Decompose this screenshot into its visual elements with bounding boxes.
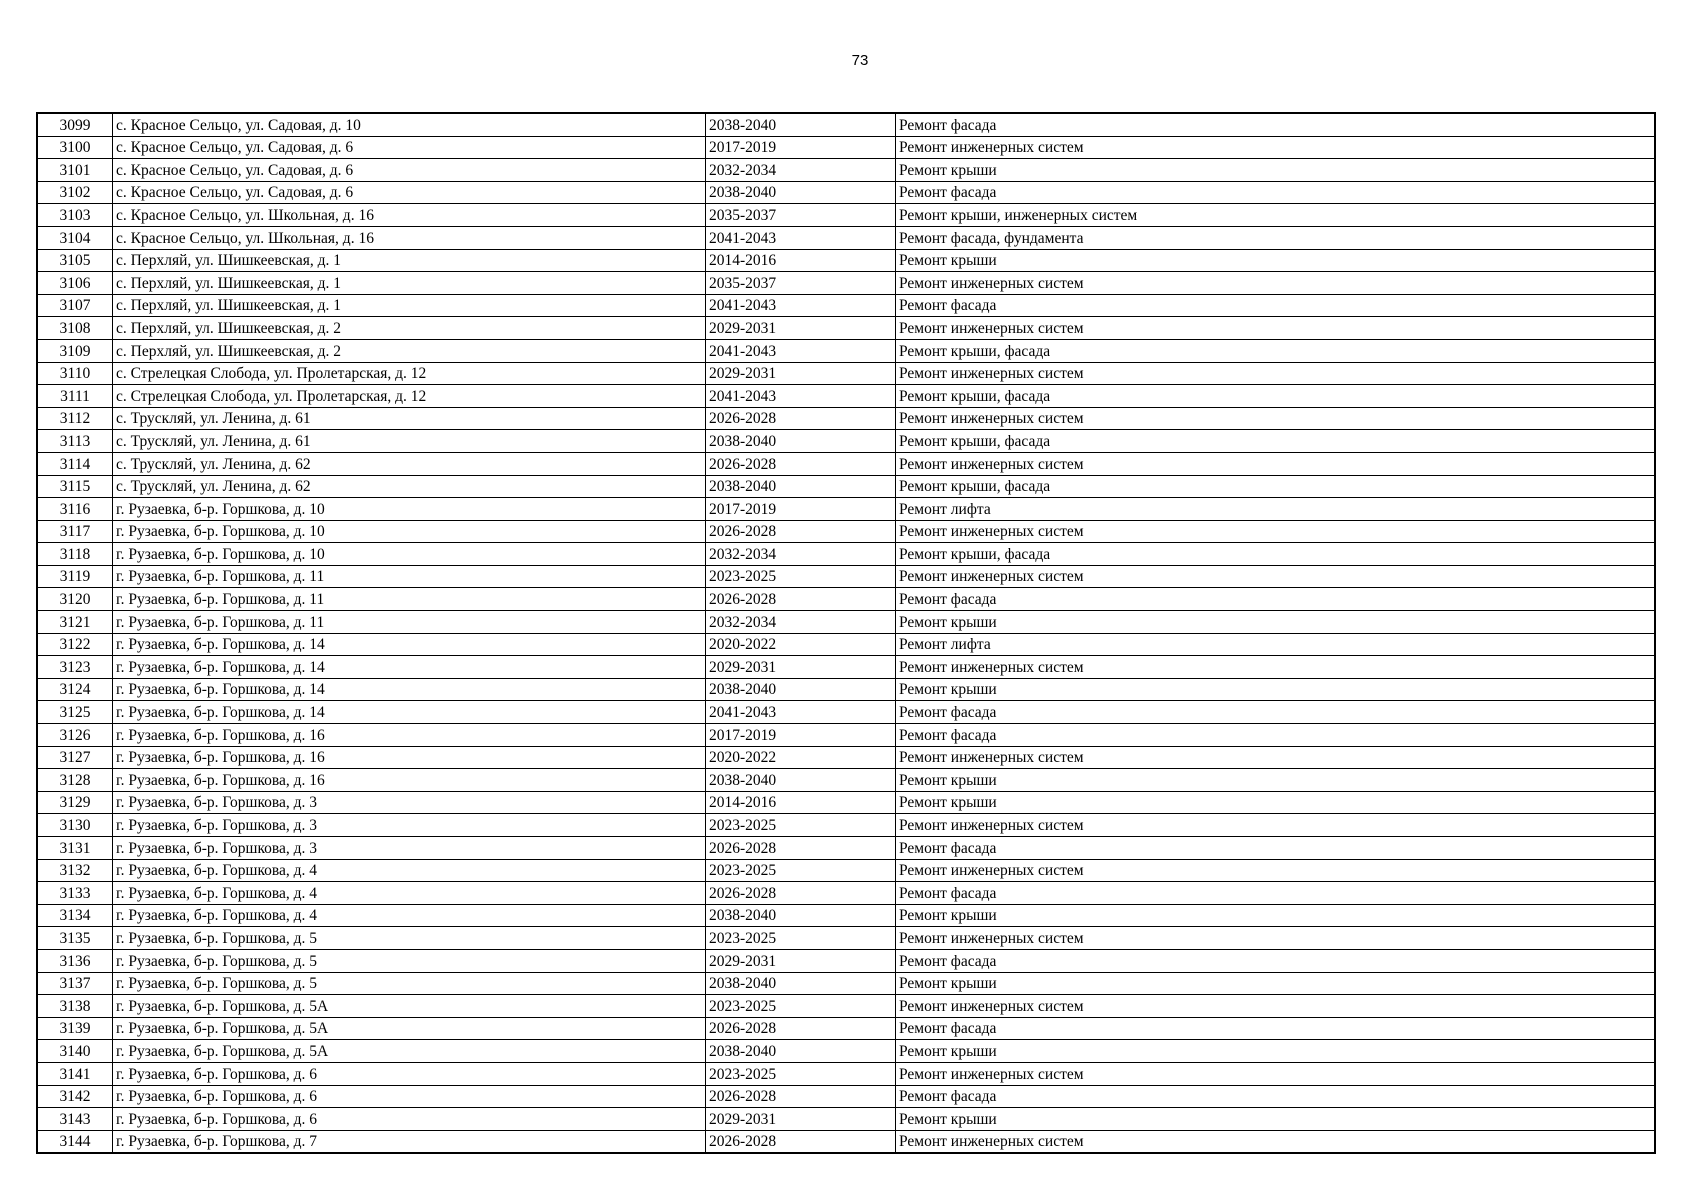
table-row [37,995,1655,1018]
work-type-cell: Ремонт фасада [896,1085,1656,1108]
period-cell: 2029-2031 [706,317,896,340]
row-number-cell: 3106 [37,272,113,295]
row-number-cell: 3136 [37,949,113,972]
row-number-cell: 3126 [37,724,113,747]
period-cell: 2026-2028 [706,1017,896,1040]
address-cell: г. Рузаевка, б-р. Горшкова, д. 6 [113,1108,706,1131]
address-cell: г. Рузаевка, б-р. Горшкова, д. 5 [113,927,706,950]
work-type-cell: Ремонт инженерных систем [896,995,1656,1018]
work-type-cell: Ремонт фасада [896,113,1656,136]
address-cell: с. Стрелецкая Слобода, ул. Пролетарская, д. 12 [113,385,706,408]
address-cell: г. Рузаевка, б-р. Горшкова, д. 4 [113,859,706,882]
period-cell: 2014-2016 [706,791,896,814]
period-cell: 2038-2040 [706,1040,896,1063]
period-cell: 2014-2016 [706,249,896,272]
period-cell: 2038-2040 [706,113,896,136]
table-row [37,949,1655,972]
work-type-cell: Ремонт фасада, фундамента [896,226,1656,249]
work-type-cell: Ремонт лифта [896,633,1656,656]
address-cell: г. Рузаевка, б-р. Горшкова, д. 16 [113,769,706,792]
address-cell: с. Красное Сельцо, ул. Школьная, д. 16 [113,226,706,249]
work-type-cell: Ремонт инженерных систем [896,520,1656,543]
period-cell: 2026-2028 [706,1085,896,1108]
address-cell: г. Рузаевка, б-р. Горшкова, д. 11 [113,611,706,634]
period-cell: 2029-2031 [706,1108,896,1131]
table-row [37,498,1655,521]
period-cell: 2026-2028 [706,407,896,430]
work-type-cell: Ремонт крыши [896,611,1656,634]
table-row [37,339,1655,362]
table-row [37,859,1655,882]
period-cell: 2041-2043 [706,339,896,362]
work-type-cell: Ремонт крыши [896,159,1656,182]
period-cell: 2041-2043 [706,701,896,724]
table-row [37,1108,1655,1131]
period-cell: 2023-2025 [706,1062,896,1085]
work-type-cell: Ремонт крыши [896,678,1656,701]
table-row [37,814,1655,837]
table-row [37,362,1655,385]
table-row [37,791,1655,814]
work-type-cell: Ремонт крыши, фасада [896,385,1656,408]
address-cell: г. Рузаевка, б-р. Горшкова, д. 14 [113,678,706,701]
row-number-cell: 3109 [37,339,113,362]
work-type-cell: Ремонт лифта [896,498,1656,521]
table-row [37,611,1655,634]
work-type-cell: Ремонт крыши [896,791,1656,814]
row-number-cell: 3105 [37,249,113,272]
row-number-cell: 3144 [37,1130,113,1153]
table-row [37,272,1655,295]
period-cell: 2023-2025 [706,927,896,950]
work-type-cell: Ремонт инженерных систем [896,407,1656,430]
work-type-cell: Ремонт инженерных систем [896,1062,1656,1085]
table-row [37,633,1655,656]
row-number-cell: 3100 [37,136,113,159]
work-type-cell: Ремонт фасада [896,588,1656,611]
row-number-cell: 3110 [37,362,113,385]
period-cell: 2038-2040 [706,678,896,701]
row-number-cell: 3117 [37,520,113,543]
row-number-cell: 3099 [37,113,113,136]
row-number-cell: 3104 [37,226,113,249]
row-number-cell: 3116 [37,498,113,521]
period-cell: 2041-2043 [706,385,896,408]
period-cell: 2017-2019 [706,136,896,159]
table-row [37,475,1655,498]
period-cell: 2029-2031 [706,656,896,679]
address-cell: г. Рузаевка, б-р. Горшкова, д. 5А [113,1040,706,1063]
address-cell: г. Рузаевка, б-р. Горшкова, д. 4 [113,882,706,905]
address-cell: г. Рузаевка, б-р. Горшкова, д. 6 [113,1062,706,1085]
work-type-cell: Ремонт крыши, фасада [896,475,1656,498]
address-cell: с. Перхляй, ул. Шишкеевская, д. 1 [113,294,706,317]
work-type-cell: Ремонт фасада [896,1017,1656,1040]
address-cell: г. Рузаевка, б-р. Горшкова, д. 10 [113,498,706,521]
address-cell: с. Перхляй, ул. Шишкеевская, д. 1 [113,272,706,295]
row-number-cell: 3121 [37,611,113,634]
period-cell: 2038-2040 [706,181,896,204]
work-type-cell: Ремонт фасада [896,949,1656,972]
row-number-cell: 3138 [37,995,113,1018]
table-row [37,927,1655,950]
row-number-cell: 3132 [37,859,113,882]
address-cell: с. Перхляй, ул. Шишкеевская, д. 2 [113,317,706,340]
row-number-cell: 3137 [37,972,113,995]
period-cell: 2032-2034 [706,543,896,566]
work-type-cell: Ремонт крыши, фасада [896,430,1656,453]
work-type-cell: Ремонт инженерных систем [896,746,1656,769]
table-row [37,317,1655,340]
table-row [37,249,1655,272]
work-type-cell: Ремонт крыши [896,904,1656,927]
work-type-cell: Ремонт крыши [896,1108,1656,1131]
repair-schedule-table [36,112,1656,1154]
address-cell: с. Красное Сельцо, ул. Школьная, д. 16 [113,204,706,227]
work-type-cell: Ремонт инженерных систем [896,272,1656,295]
row-number-cell: 3130 [37,814,113,837]
row-number-cell: 3115 [37,475,113,498]
row-number-cell: 3120 [37,588,113,611]
table-row [37,520,1655,543]
table-row [37,1040,1655,1063]
work-type-cell: Ремонт фасада [896,701,1656,724]
address-cell: г. Рузаевка, б-р. Горшкова, д. 11 [113,565,706,588]
address-cell: с. Стрелецкая Слобода, ул. Пролетарская, д. 12 [113,362,706,385]
row-number-cell: 3102 [37,181,113,204]
address-cell: г. Рузаевка, б-р. Горшкова, д. 3 [113,837,706,860]
address-cell: с. Перхляй, ул. Шишкеевская, д. 1 [113,249,706,272]
work-type-cell: Ремонт инженерных систем [896,362,1656,385]
row-number-cell: 3131 [37,837,113,860]
address-cell: г. Рузаевка, б-р. Горшкова, д. 16 [113,746,706,769]
row-number-cell: 3112 [37,407,113,430]
work-type-cell: Ремонт крыши [896,769,1656,792]
address-cell: г. Рузаевка, б-р. Горшкова, д. 11 [113,588,706,611]
work-type-cell: Ремонт фасада [896,837,1656,860]
period-cell: 2026-2028 [706,520,896,543]
table-row [37,656,1655,679]
row-number-cell: 3113 [37,430,113,453]
address-cell: г. Рузаевка, б-р. Горшкова, д. 5 [113,949,706,972]
row-number-cell: 3140 [37,1040,113,1063]
period-cell: 2026-2028 [706,452,896,475]
work-type-cell: Ремонт инженерных систем [896,136,1656,159]
table-row [37,294,1655,317]
period-cell: 2038-2040 [706,430,896,453]
period-cell: 2029-2031 [706,362,896,385]
work-type-cell: Ремонт инженерных систем [896,317,1656,340]
table-row [37,724,1655,747]
address-cell: г. Рузаевка, б-р. Горшкова, д. 5 [113,972,706,995]
period-cell: 2026-2028 [706,1130,896,1153]
work-type-cell: Ремонт крыши, фасада [896,339,1656,362]
table-row [37,226,1655,249]
period-cell: 2041-2043 [706,226,896,249]
row-number-cell: 3122 [37,633,113,656]
table-row [37,1130,1655,1153]
table-row [37,769,1655,792]
table-row [37,204,1655,227]
address-cell: с. Красное Сельцо, ул. Садовая, д. 6 [113,181,706,204]
row-number-cell: 3111 [37,385,113,408]
period-cell: 2038-2040 [706,904,896,927]
table-row [37,746,1655,769]
row-number-cell: 3133 [37,882,113,905]
address-cell: г. Рузаевка, б-р. Горшкова, д. 14 [113,633,706,656]
table-row [37,159,1655,182]
table-row [37,430,1655,453]
row-number-cell: 3134 [37,904,113,927]
work-type-cell: Ремонт фасада [896,724,1656,747]
address-cell: г. Рузаевка, б-р. Горшкова, д. 4 [113,904,706,927]
work-type-cell: Ремонт крыши [896,972,1656,995]
period-cell: 2032-2034 [706,611,896,634]
work-type-cell: Ремонт крыши [896,1040,1656,1063]
table-row [37,452,1655,475]
table-row [37,136,1655,159]
row-number-cell: 3118 [37,543,113,566]
row-number-cell: 3125 [37,701,113,724]
address-cell: г. Рузаевка, б-р. Горшкова, д. 6 [113,1085,706,1108]
work-type-cell: Ремонт фасада [896,882,1656,905]
period-cell: 2038-2040 [706,769,896,792]
address-cell: г. Рузаевка, б-р. Горшкова, д. 14 [113,701,706,724]
period-cell: 2041-2043 [706,294,896,317]
period-cell: 2038-2040 [706,475,896,498]
work-type-cell: Ремонт крыши, фасада [896,543,1656,566]
row-number-cell: 3141 [37,1062,113,1085]
table-row [37,972,1655,995]
period-cell: 2020-2022 [706,746,896,769]
row-number-cell: 3101 [37,159,113,182]
work-type-cell: Ремонт фасада [896,294,1656,317]
period-cell: 2023-2025 [706,859,896,882]
address-cell: г. Рузаевка, б-р. Горшкова, д. 5А [113,995,706,1018]
address-cell: г. Рузаевка, б-р. Горшкова, д. 16 [113,724,706,747]
work-type-cell: Ремонт крыши [896,249,1656,272]
address-cell: с. Красное Сельцо, ул. Садовая, д. 6 [113,136,706,159]
period-cell: 2017-2019 [706,498,896,521]
work-type-cell: Ремонт инженерных систем [896,656,1656,679]
address-cell: г. Рузаевка, б-р. Горшкова, д. 7 [113,1130,706,1153]
period-cell: 2017-2019 [706,724,896,747]
address-cell: с. Трускляй, ул. Ленина, д. 62 [113,475,706,498]
period-cell: 2029-2031 [706,949,896,972]
table-row [37,407,1655,430]
period-cell: 2035-2037 [706,272,896,295]
address-cell: с. Перхляй, ул. Шишкеевская, д. 2 [113,339,706,362]
page-number: 73 [851,52,869,69]
table-row [37,701,1655,724]
address-cell: с. Красное Сельцо, ул. Садовая, д. 6 [113,159,706,182]
row-number-cell: 3142 [37,1085,113,1108]
period-cell: 2023-2025 [706,814,896,837]
address-cell: г. Рузаевка, б-р. Горшкова, д. 5А [113,1017,706,1040]
address-cell: с. Трускляй, ул. Ленина, д. 62 [113,452,706,475]
row-number-cell: 3129 [37,791,113,814]
work-type-cell: Ремонт инженерных систем [896,452,1656,475]
table-row [37,904,1655,927]
work-type-cell: Ремонт крыши, инженерных систем [896,204,1656,227]
row-number-cell: 3135 [37,927,113,950]
row-number-cell: 3108 [37,317,113,340]
address-cell: с. Красное Сельцо, ул. Садовая, д. 10 [113,113,706,136]
table-row [37,181,1655,204]
row-number-cell: 3139 [37,1017,113,1040]
row-number-cell: 3124 [37,678,113,701]
work-type-cell: Ремонт фасада [896,181,1656,204]
address-cell: г. Рузаевка, б-р. Горшкова, д. 3 [113,791,706,814]
work-type-cell: Ремонт инженерных систем [896,814,1656,837]
work-type-cell: Ремонт инженерных систем [896,1130,1656,1153]
table-row [37,882,1655,905]
period-cell: 2026-2028 [706,837,896,860]
period-cell: 2023-2025 [706,995,896,1018]
row-number-cell: 3128 [37,769,113,792]
row-number-cell: 3143 [37,1108,113,1131]
period-cell: 2035-2037 [706,204,896,227]
table-row [37,678,1655,701]
table-row [37,837,1655,860]
table-row [37,385,1655,408]
row-number-cell: 3119 [37,565,113,588]
row-number-cell: 3127 [37,746,113,769]
table-row [37,588,1655,611]
period-cell: 2026-2028 [706,882,896,905]
period-cell: 2032-2034 [706,159,896,182]
address-cell: с. Трускляй, ул. Ленина, д. 61 [113,407,706,430]
row-number-cell: 3107 [37,294,113,317]
address-cell: с. Трускляй, ул. Ленина, д. 61 [113,430,706,453]
address-cell: г. Рузаевка, б-р. Горшкова, д. 3 [113,814,706,837]
work-type-cell: Ремонт инженерных систем [896,565,1656,588]
address-cell: г. Рузаевка, б-р. Горшкова, д. 10 [113,543,706,566]
period-cell: 2020-2022 [706,633,896,656]
table-row [37,113,1655,136]
period-cell: 2026-2028 [706,588,896,611]
row-number-cell: 3123 [37,656,113,679]
address-cell: г. Рузаевка, б-р. Горшкова, д. 14 [113,656,706,679]
table-body [37,113,1655,1153]
period-cell: 2038-2040 [706,972,896,995]
table-row [37,1062,1655,1085]
period-cell: 2023-2025 [706,565,896,588]
work-type-cell: Ремонт инженерных систем [896,927,1656,950]
table-row [37,1085,1655,1108]
table-row [37,1017,1655,1040]
row-number-cell: 3114 [37,452,113,475]
row-number-cell: 3103 [37,204,113,227]
address-cell: г. Рузаевка, б-р. Горшкова, д. 10 [113,520,706,543]
table-row [37,543,1655,566]
table-row [37,565,1655,588]
work-type-cell: Ремонт инженерных систем [896,859,1656,882]
